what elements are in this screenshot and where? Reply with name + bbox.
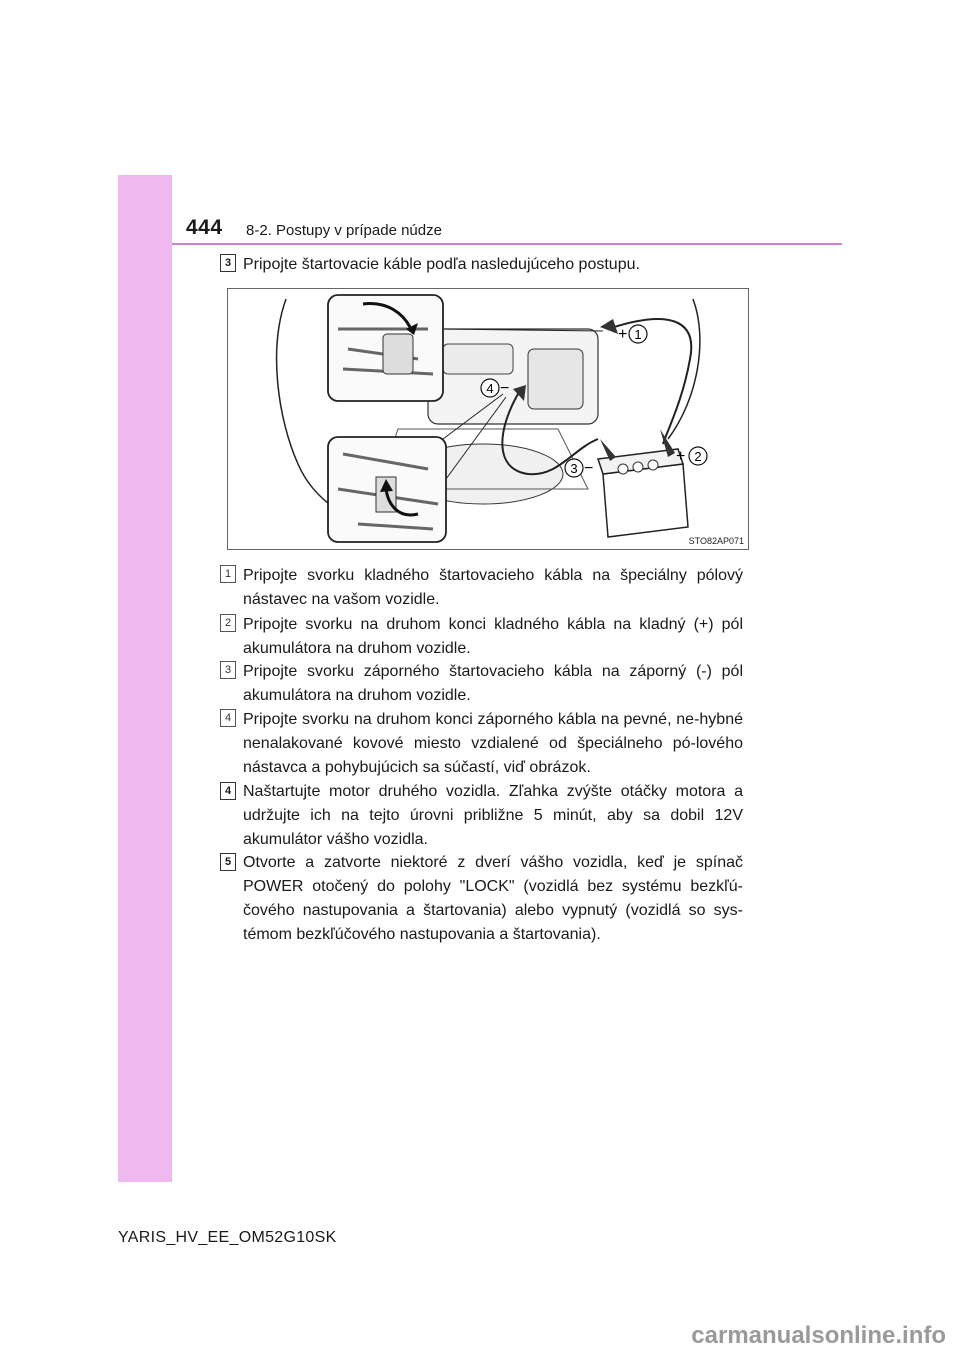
- substep-2-number: 2: [220, 614, 236, 632]
- page-number: 444: [186, 216, 223, 239]
- callout-1: 1: [634, 327, 642, 342]
- substep-4-number: 4: [220, 709, 236, 727]
- callout-2: 2: [694, 449, 702, 464]
- watermark: carmanualsonline.info: [691, 1322, 946, 1349]
- plus-sign-1: +: [618, 326, 628, 343]
- step-4-number: 4: [220, 782, 236, 800]
- jump-start-illustration: [227, 288, 749, 550]
- substep-1-number: 1: [220, 565, 236, 583]
- step-5-text: Otvorte a zatvorte niektoré z dverí vášho vozidla, keď je spínač POWER otočený do polohy "LOCK" (vozidlá bez systému bezkľú-čového nastupovania a štartovania) alebo vypnutý (vozidlá so sys-témom bezkľúčového nastupovania a štartovania).: [243, 854, 743, 943]
- substep-3-text: Pripojte svorku záporného štartovacieho kábla na záporný (-) pól akumulátora na druhom vozidle.: [243, 663, 743, 704]
- callout-4: 4: [486, 381, 494, 396]
- chapter-sidebar-tab: [118, 175, 172, 1182]
- substep-3-number: 3: [220, 661, 236, 679]
- plus-sign-2: +: [676, 448, 686, 465]
- document-code: YARIS_HV_EE_OM52G10SK: [118, 1229, 337, 1246]
- section-title: 8-2. Postupy v prípade núdze: [246, 222, 442, 239]
- step-4-text: Naštartujte motor druhého vozidla. Zľahka zvýšte otáčky motora a udržujte ich na tejto úrovni približne 5 minút, aby sa dobil 12V akumulátor vášho vozidla.: [243, 783, 743, 848]
- minus-sign-4: −: [500, 380, 510, 397]
- engine-bay-drawing: [228, 289, 748, 549]
- figure-code: STO82AP071: [688, 536, 744, 546]
- step-3-text: Pripojte štartovacie káble podľa nasledujúceho postupu.: [243, 256, 640, 273]
- minus-sign-3: −: [584, 460, 594, 477]
- callout-3: 3: [570, 461, 578, 476]
- substep-4-text: Pripojte svorku na druhom konci záporného kábla na pevné, ne-hybné nenalakované kovové miesto vzdialené od špeciálneho pó-lového nástavca a pohybujúcich sa súčastí, viď obrázok.: [243, 711, 743, 776]
- substep-1-text: Pripojte svorku kladného štartovacieho kábla na špeciálny pólový nástavec na vašom vozidle.: [243, 567, 743, 608]
- substep-2-text: Pripojte svorku na druhom konci kladného kábla na kladný (+) pól akumulátora na druhom vozidle.: [243, 616, 743, 657]
- step-5-number: 5: [220, 853, 236, 871]
- step-3-number: 3: [220, 254, 236, 272]
- header-rule: [172, 243, 842, 245]
